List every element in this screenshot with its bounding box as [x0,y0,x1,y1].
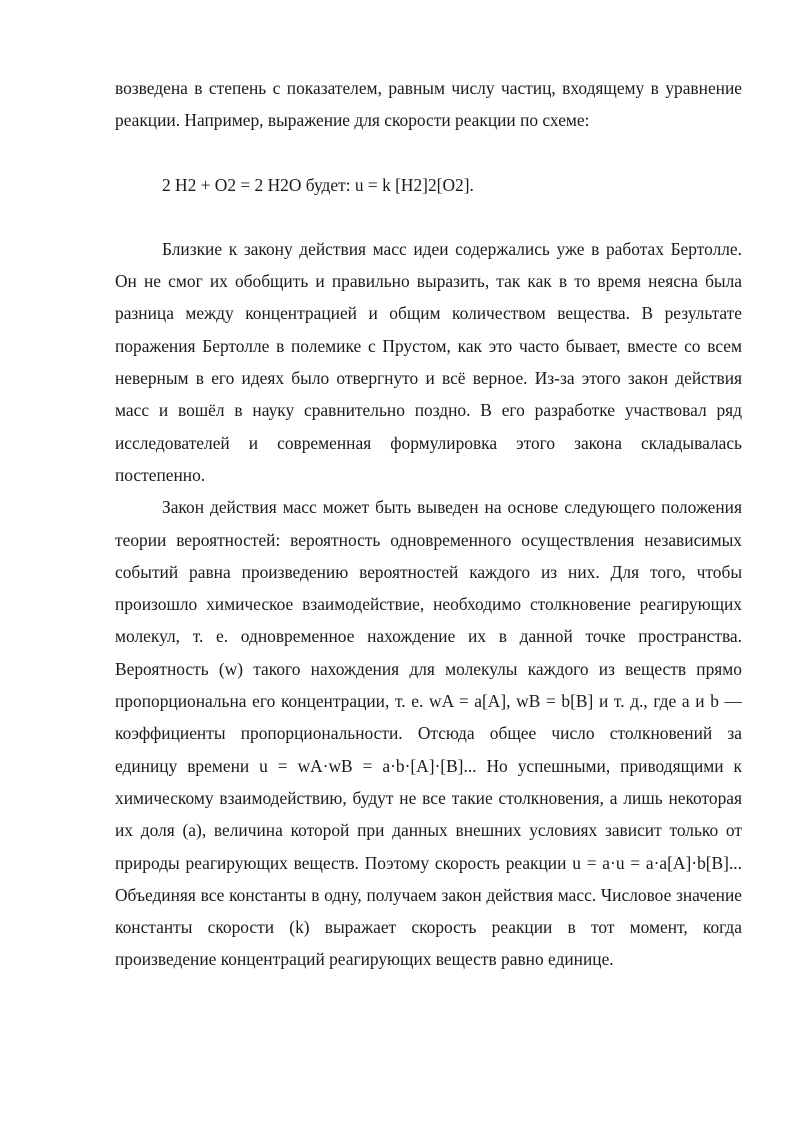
paragraph-derivation: Закон действия масс может быть выведен на основе следующего положения теории вероятностей: вероятность одновременного осуществления независимых событий равна произведению вероятностей каждого из них. Для того, чтобы произошло химическое взаимодействие, необходимо столкновение реагирующих молекул, т. е. одновременное нахождение их в данной точке пространства. Вероятность (w) такого нахождения для молекулы каждого из веществ прямо пропорциональна его концентрации, т. е. wA = a[A], wB = b[B] и т. д., где a и b — коэффициенты пропорциональности. Отсюда общее число столкновений за единицу времени u = wA·wB = a·b·[A]·[B]... Но успешными, приводящими к химическому взаимодействию, будут не все такие столкновения, а лишь некоторая их доля (a), величина которой при данных внешних условиях зависит только от природы реагирующих веществ. Поэтому скорость реакции u = a·u = a·a[A]·b[B]... Объединяя все константы в одну, получаем закон действия масс. Числовое значение константы скорости (k) выражает скорость реакции в тот момент, когда произведение концентраций реагирующих веществ равно единице. [115,497,742,970]
document-page [115,72,742,976]
paragraph-continuation: возведена в степень с показателем, равным числу частиц, входящему в уравнение реакции. Например, выражение для скорости реакции по схеме: [115,78,742,131]
reaction-formula: 2 H2 + O2 = 2 H2O будет: u = k [H2]2[O2]. [162,174,474,195]
paragraph-history: Близкие к закону действия масс идеи содержались уже в работах Бертолле. Он не смог их обобщить и правильно выразить, так как в то время неясна была разница между концентрацией и общим количеством вещества. В результате поражения Бертолле в полемике с Прустом, как это часто бывает, вместе со всем неверным в его идеях было отвергнуто и всё верное. Из-за этого закон действия масс и вошёл в науку сравнительно поздно. В его разработке участвовал ряд исследователей и современная формулировка этого закона складывалась постепенно. [115,238,742,485]
